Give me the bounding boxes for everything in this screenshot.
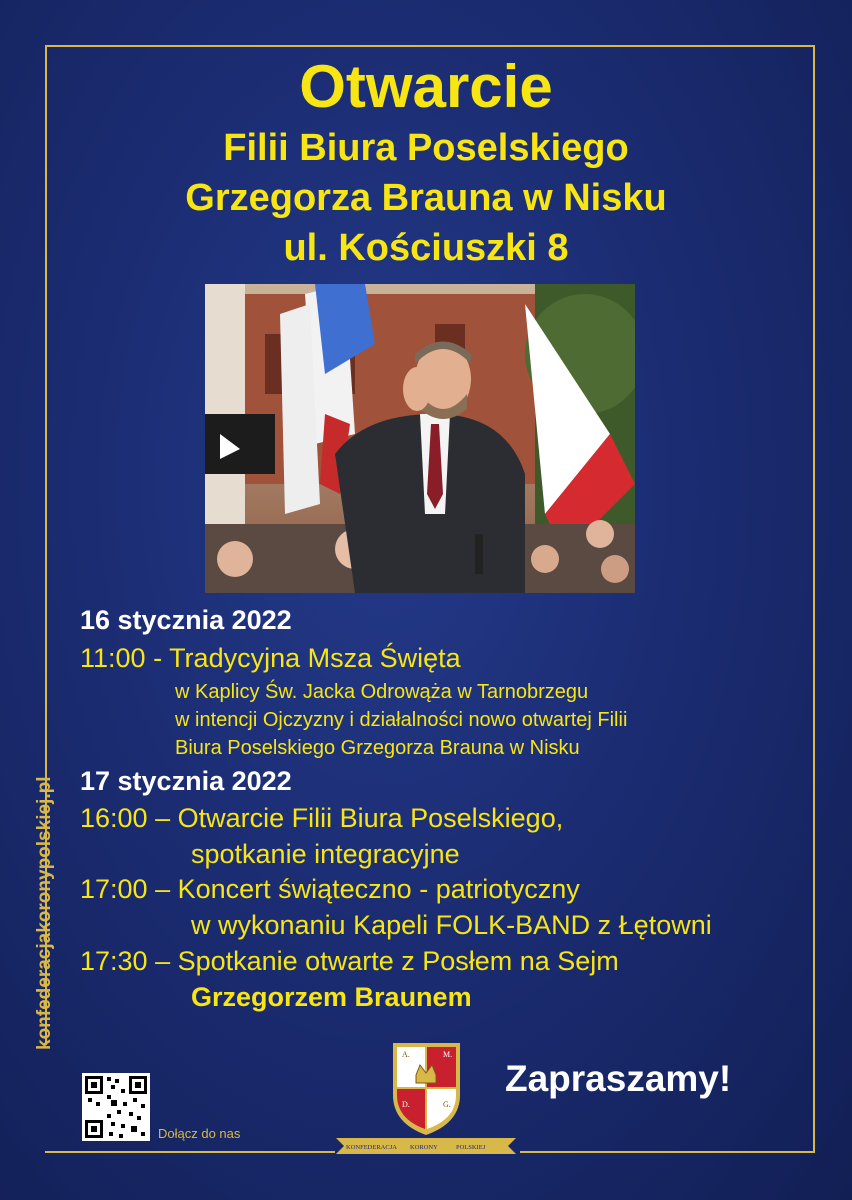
frame-bottom-border-right [520, 1151, 815, 1153]
day2-event-meeting-cont: Grzegorzem Braunem [191, 982, 472, 1012]
website-url-vertical[interactable]: konfederacjakoronypolskiej.pl [34, 776, 55, 1050]
crest-banner-word-2: KORONY [410, 1144, 438, 1151]
day2-event-opening: 16:00 – Otwarcie Filii Biura Poselskiego, [80, 803, 564, 833]
day1-event-detail-3: Biura Poselskiego Grzegorza Brauna w Nisku [175, 737, 580, 759]
confederation-crest-logo [336, 1035, 516, 1160]
day1-event-detail-2: w intencji Ojczyzny i działalności nowo otwartej Filii [175, 709, 628, 731]
join-us-label: Dołącz do nas [158, 1126, 241, 1141]
day2-date: 17 stycznia 2022 [80, 766, 292, 796]
poster-title: Otwarcie [299, 53, 553, 120]
crest-letter-m: M. [443, 1050, 453, 1059]
frame-bottom-border-left [45, 1151, 335, 1153]
crest-banner-word-3: POLSKIEJ [456, 1144, 486, 1151]
qr-code[interactable] [82, 1073, 150, 1141]
day1-event-mass: 11:00 - Tradycyjna Msza Święta [80, 643, 461, 673]
day2-event-meeting: 17:30 – Spotkanie otwarte z Posłem na Sejm [80, 946, 619, 976]
crest-letter-d: D. [402, 1100, 410, 1109]
crest-letter-g: G. [443, 1100, 451, 1109]
crest-letter-a: A. [402, 1050, 410, 1059]
poster-address: ul. Kościuszki 8 [283, 227, 569, 269]
crest-banner-word-1: KONFEDERACJA [346, 1144, 397, 1151]
invitation-text: Zapraszamy! [505, 1058, 732, 1099]
day2-event-concert-cont: w wykonaniu Kapeli FOLK-BAND z Łętowni [191, 910, 712, 940]
day2-event-opening-cont: spotkanie integracyjne [191, 839, 460, 869]
frame-top-border [45, 45, 815, 47]
day2-event-concert: 17:00 – Koncert świąteczno - patriotyczny [80, 874, 580, 904]
day1-date: 16 stycznia 2022 [80, 605, 292, 635]
event-photo [205, 284, 635, 593]
day1-event-detail-1: w Kaplicy Św. Jacka Odrowąża w Tarnobrzegu [175, 681, 589, 703]
poster-subtitle-line-2: Grzegorza Brauna w Nisku [185, 177, 667, 219]
poster-subtitle-line-1: Filii Biura Poselskiego [223, 127, 629, 169]
